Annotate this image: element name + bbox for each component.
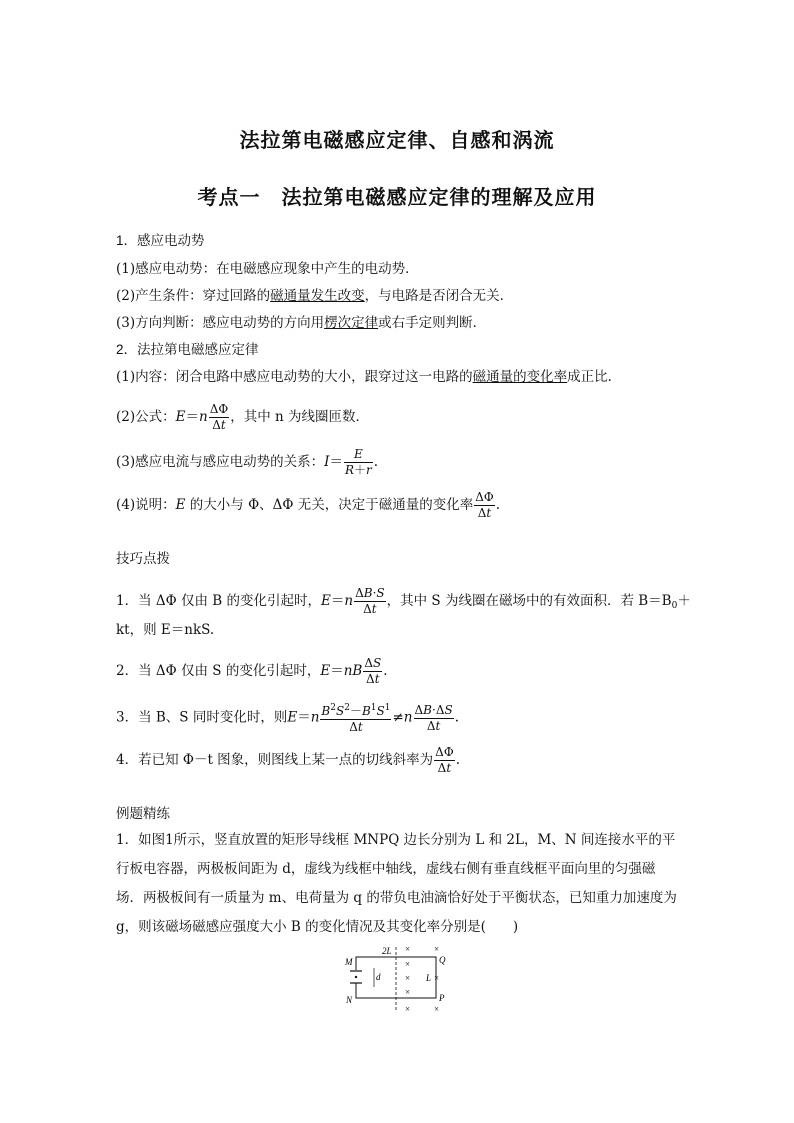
formula-fraction: $\frac{\Delta\Phi}{\Delta t}$ [435, 745, 454, 775]
tip-2: 2．当 ΔΦ 仅由 S 的变化引起时，E＝nB $\frac{\Delta S}{\Delta t}$ . [116, 656, 388, 686]
heading-tips: 技巧点拨 [116, 551, 170, 566]
label-M: M [345, 957, 353, 967]
label-d: d [376, 972, 381, 982]
emf-item-3 [116, 313, 486, 333]
text: (3)感应电流与感应电动势的关系： [116, 454, 325, 470]
formula-fraction: $\frac{E}{R+r}$ [344, 447, 372, 477]
label-N: N [346, 995, 353, 1005]
cross: × [434, 1004, 440, 1014]
tip-1-cont: kt，则 E＝nkS. [116, 622, 215, 638]
cross: × [405, 959, 411, 969]
tip-1: 1．当 ΔΦ 仅由 B 的变化引起时，E＝n $\frac{\Delta B\cdot S}{\Delta t}$ ，其中 S 为线圈在磁场中的有效面积．若 $B=B_0+$ [116, 586, 691, 616]
text: 2．当 ΔΦ 仅由 S 的变化引起时， [116, 663, 321, 679]
formula-fraction: $\frac{\Delta S}{\Delta t}$ [364, 656, 382, 686]
example-question: 1．如图1所示，竖直放置的矩形导线框 MNPQ 边长分别为 L 和 2L，M、N 间连接水平的平行板电容器，两极板间距为 d，虚线为线框中轴线，虚线右侧有垂直线框平面向里的匀强磁场．两极板间有一质量为 m、电荷量为 q 的带负电油滴恰好处于平衡状态，已知重力加速度为 g，则该磁场磁感应强度大小 B 的变化情况及其变化率分别是( ) [116, 832, 677, 935]
formula-fraction: $\frac{B^2S^2-B^1S^1}{\Delta t}$ [321, 703, 391, 734]
text: ，其中 S 为线圈在磁场中的有效面积．若 B＝B [386, 593, 672, 609]
circuit-figure [340, 943, 450, 1015]
heading-emf: 1．感应电动势 [116, 233, 205, 248]
text: (2)公式： [116, 409, 176, 425]
text: 的大小与 Φ、ΔΦ 无关，决定于磁通量的变化率 [189, 497, 474, 513]
emf-item-2 [116, 286, 513, 306]
formula-fraction: $\frac{\Delta\Phi}{\Delta t}$ [209, 402, 229, 432]
label-L: L [426, 973, 432, 983]
text: (3)方向判断：感应电动势的方向用 [116, 315, 325, 331]
label-Q: Q [439, 955, 446, 965]
formula-fraction: $\frac{\Delta\Phi}{\Delta t}$ [475, 490, 494, 520]
faraday-item-3: (3)感应电流与感应电动势的关系：I＝ $\frac{E}{R+r}$ . [116, 447, 379, 477]
text: (1)内容：闭合电路中感应电动势的大小，跟穿过这一电路的 [116, 369, 473, 385]
formula-fraction: $\frac{\Delta B\cdot S}{\Delta t}$ [355, 586, 385, 616]
heading-faraday: 2．法拉第电磁感应定律 [116, 342, 259, 357]
cross: × [405, 1004, 411, 1014]
tip-4: 4．若已知 Φ－t 图象，则图线上某一点的切线斜率为 $\frac{\Delta\Phi}{\Delta t}$ . [116, 745, 460, 775]
faraday-item-4: (4)说明：E 的大小与 Φ、ΔΦ 无关，决定于磁通量的变化率 $\frac{\Delta\Phi}{\Delta t}$ . [116, 490, 501, 520]
heading-example: 例题精练 [116, 806, 170, 821]
text: 或右手定则判断． [378, 315, 487, 331]
formula-fraction: $\frac{\Delta B\cdot\Delta S}{\Delta t}$ [414, 702, 453, 733]
text: ，与电路是否闭合无关． [364, 288, 514, 304]
faraday-item-2: (2)公式：E＝n $\frac{\Delta\Phi}{\Delta t}$ ，其中 n 为线圈匝数． [116, 402, 369, 432]
text: ，其中 n 为线圈匝数． [230, 409, 369, 425]
faraday-item-1 [116, 367, 621, 387]
underlined-text: 磁通量发生改变 [270, 288, 365, 304]
label-P: P [439, 993, 445, 1003]
underlined-text: 楞次定律 [324, 315, 379, 331]
text: ＋ [677, 593, 691, 609]
text: 4．若已知 Φ－t 图象，则图线上某一点的切线斜率为 [116, 752, 434, 768]
label-2L: 2L [382, 946, 392, 956]
section-title: 考点一 法拉第电磁感应定律的理解及应用 [197, 185, 597, 209]
cross: × [405, 973, 411, 983]
text: 成正比． [567, 369, 622, 385]
text: 3．当 B、S 同时变化时，则 [116, 709, 288, 726]
cross: × [405, 944, 411, 954]
cross: × [405, 987, 411, 997]
page-title: 法拉第电磁感应定律、自感和涡流 [239, 128, 555, 152]
emf-item-1: (1)感应电动势：在电磁感应现象中产生的电动势． [116, 261, 419, 277]
tip-3: 3．当 B、S 同时变化时，则E＝n $\frac{B^2S^2-B^1S^1}{\Delta t}$ ≠n $\frac{\Delta B\cdot\Delta S}{\Delta t}$ . [116, 702, 460, 734]
text: 1．当 ΔΦ 仅由 B 的变化引起时， [116, 593, 321, 609]
text: (2)产生条件：穿过回路的 [116, 288, 271, 304]
text: (4)说明： [116, 497, 176, 513]
cross: × [434, 944, 440, 954]
underlined-text: 磁通量的变化率 [472, 369, 568, 385]
cross: × [434, 973, 440, 983]
